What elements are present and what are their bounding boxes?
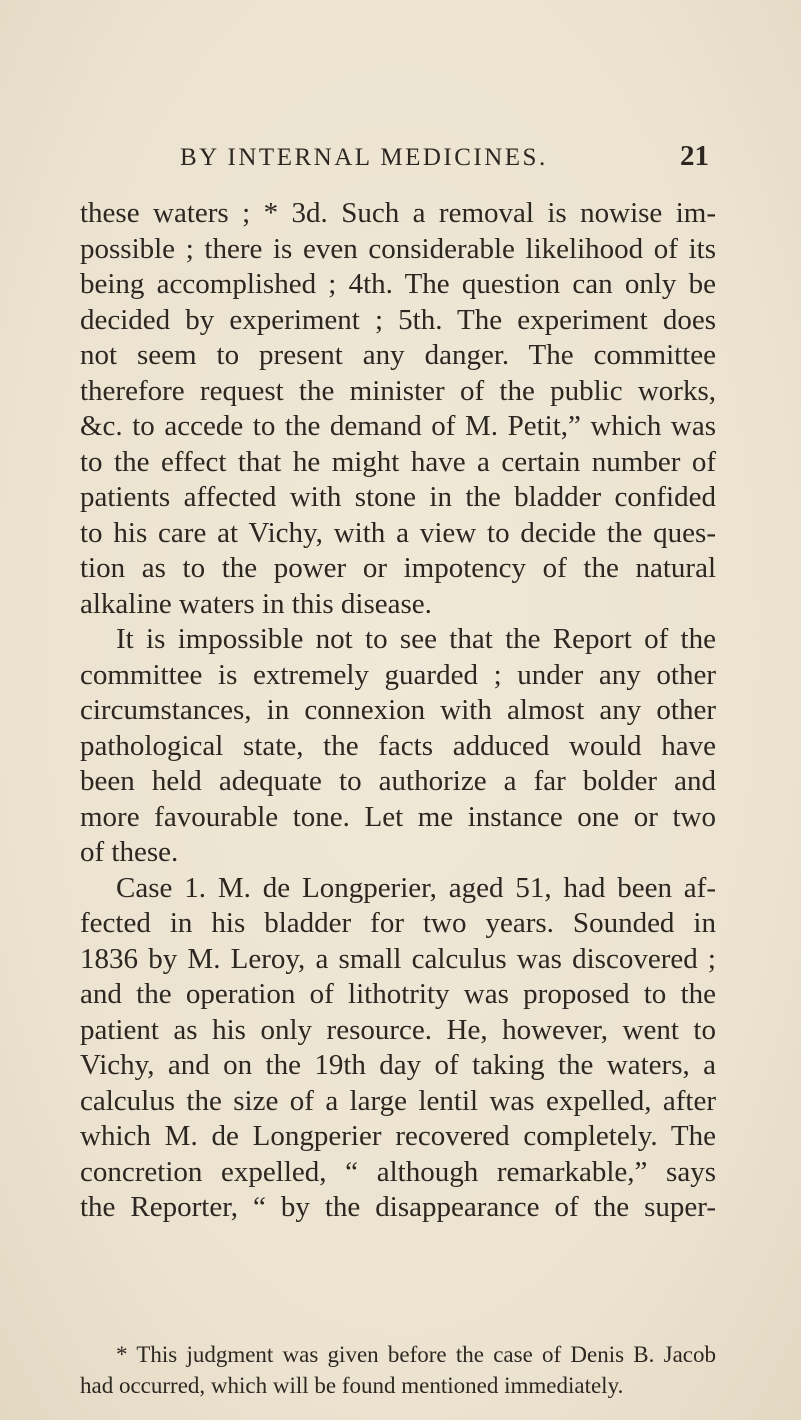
text-line: and the operation of lithotrity was proposed to the [80, 978, 716, 1010]
text-line: committee is extremely guarded ; under any other [80, 658, 716, 691]
text-line-paragraph-start: It is impossible not to see that the Report of the [116, 623, 716, 655]
text-line: pathological state, the facts adduced would have [80, 729, 716, 762]
footnote-line: * This judgment was given before the case of Denis B. Jacob [116, 1342, 716, 1367]
text-line: calculus the size of a large lentil was expelled, after [80, 1084, 716, 1117]
text-line: circumstances, in connexion with almost any other [80, 694, 716, 726]
footnote-line: had occurred, which will be found mentioned immediately. [80, 1373, 624, 1398]
text-line: more favourable tone. Let me instance one or two [80, 800, 716, 833]
text-line-paragraph-end: of these. [80, 836, 179, 868]
running-head [180, 140, 709, 180]
text-line: not seem to present any danger. The committee [80, 339, 716, 371]
text-line: 1836 by M. Leroy, a small calculus was discovered ; [80, 942, 716, 975]
text-line: being accomplished ; 4th. The question can only be [80, 268, 716, 300]
footnote [80, 1339, 716, 1401]
text-line: patient as his only resource. He, however, went to [80, 1013, 716, 1046]
text-line: &c. to accede to the demand of M. Petit,” which was [80, 410, 716, 442]
text-line: concretion expelled, “ although remarkable,” says [80, 1155, 716, 1188]
text-line: these waters ; * 3d. Such a removal is nowise im- [80, 197, 716, 229]
text-line: patients affected with stone in the bladder confided [80, 481, 716, 513]
running-title: BY INTERNAL MEDICINES. [180, 144, 548, 171]
text-line: to the effect that he might have a certain number of [80, 445, 716, 478]
text-line: which M. de Longperier recovered completely. The [80, 1120, 716, 1152]
body-text [80, 196, 716, 1226]
text-line: Vichy, and on the 19th day of taking the waters, a [80, 1049, 716, 1081]
page-number: 21 [680, 140, 709, 172]
text-line: tion as to the power or impotency of the natural [80, 552, 716, 584]
text-line: been held adequate to authorize a far bolder and [80, 765, 716, 797]
text-line-paragraph-end: alkaline waters in this disease. [80, 587, 432, 620]
text-line: possible ; there is even considerable likelihood of its [80, 232, 716, 265]
text-line: fected in his bladder for two years. Sounded in [80, 907, 716, 939]
text-line-case-heading: Case 1. M. de Longperier, aged 51, had been af- [116, 871, 716, 904]
text-line: decided by experiment ; 5th. The experiment does [80, 303, 716, 336]
text-line: the Reporter, “ by the disappearance of the super- [80, 1191, 716, 1223]
text-line: to his care at Vichy, with a view to decide the ques- [80, 516, 716, 549]
text-line: therefore request the minister of the public works, [80, 374, 716, 407]
